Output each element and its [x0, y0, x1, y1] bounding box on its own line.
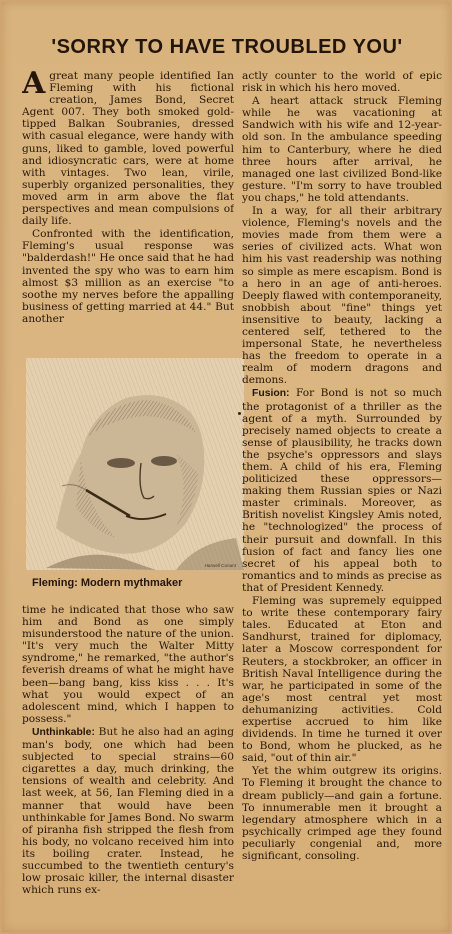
newspaper-page: [2, 2, 450, 932]
paragraph-unthinkable: [22, 726, 234, 896]
subhead-fusion: Fusion:: [252, 388, 290, 400]
paragraph-civilized-acts: In a way, for all their arbitrary violence, Fleming's novels and the movies made from them were a series of civilized acts. What won him his vast readership was nothing so simple as mere escapism. Bond is a hero in an age of anti-heroes. Deeply flawed with contemporaneity, snobbish about "fine" things yet insensitive to beauty, lacking a centered self, tethered to the impersonal State, he nevertheless has the freedom to operate in a realm of modern dragons and demons.: [242, 205, 442, 387]
subhead-unthinkable: Unthinkable:: [32, 726, 95, 738]
column-left-top: [22, 70, 234, 372]
paragraph-epic-risk: actly counter to the world of epic risk in which his hero moved.: [242, 70, 442, 95]
portrait-drawing: [26, 358, 244, 570]
paragraph-confronted: Confronted with the identification, Fleming's usual response was "balderdash!" He once said that he had invented the spy who was to earn him almost $3 million as an exercise "to soothe my nerves before the appalling business of getting married at 44." But another: [22, 228, 234, 325]
paragraph-heart-attack: A heart attack struck Fleming while he was vacationing at Sandwich with his wife and 12-year-old son. In the ambulance speeding him to Canterbury, where he died three hours after arrival, he managed one last civilized Bond-like gesture. "I'm sorry to have troubled you chaps," he told attendants.: [242, 95, 442, 204]
paragraph-mitty: time he indicated that those who saw him and Bond as one simply misunderstood the nature of the union. "It's very much the Walter Mitty syndrome," he remarked, "the author's feverish dreams of what he might have been—bang bang, kiss kiss . . . It's what you would expect of an adolescent mind, which I happen to possess.": [22, 604, 234, 725]
paragraph-fusion-text: For Bond is not so much the protagonist of a thriller as the agent of a myth. Surrounded by precisely named objects to create a sense of plausibility, he tracks down the psyche's oppressors and slays them. A child of his era, Fleming politicized these oppressors—making them Russian spies or Nazi master criminals. Moreover, as British novelist Kingsley Amis noted, he "technologized" the process of their pursuit and downfall. In this fusion of fact and fancy lies one secret of his appeal both to romantics and to minds as precise as that of President Kennedy.: [242, 387, 442, 594]
paragraph-intro-text: great many people identified Ian Fleming with his fictional creation, James Bond, Secret Agent 007. They both smoked gold-tipped Balkan Soubranies, dressed with casual elegance, were handy with guns, liked to gamble, loved powerful and idiosyncratic cars, were at home with vintages. Two lean, virile, superbly organized personalities, they moved arm in arm above the flat perspectives and mean compulsions of daily life.: [22, 70, 234, 228]
column-right: [242, 70, 442, 930]
paragraph-unthinkable-text: But he also had an aging man's body, one which had been subjected to special strains—60 cigarettes a day, much drinking, the tensions of wealth and celebrity. And last week, at 56, Ian Fleming died in a manner that would have been unthinkable for James Bond. No swarm of piranha fish stripped the flesh from his body, no volcano received him into its boiling crater. Instead, he succumbed to the twentieth century's low prosaic killer, the internal disaster which runs ex-: [22, 725, 234, 897]
paragraph-equipped: Fleming was supremely equipped to write these contemporary fairy tales. Educated at Eton and Sandhurst, trained for diplomacy, later a Moscow correspondent for Reuters, a stockbroker, an officer in British Naval Intelligence during the war, he participated in some of the age's most central yet most dehumanizing activities. Cold expertise accrued to him like dividends. In time he turned it over to Bond, whom he plucked, as he said, "out of thin air.": [242, 595, 442, 765]
column-left-bottom: [22, 604, 234, 932]
article-headline: 'SORRY TO HAVE TROUBLED YOU': [51, 36, 403, 58]
paragraph-intro: [22, 70, 234, 227]
fleming-illustration: [26, 358, 244, 570]
illustration-caption: Fleming: Modern mythmaker: [32, 577, 183, 589]
drop-cap: A: [22, 70, 46, 101]
print-dot: [238, 412, 241, 415]
paragraph-fusion: [242, 387, 442, 594]
paragraph-whim: Yet the whim outgrew its origins. To Fleming it brought the chance to dream publicly—and gain a fortune. To innumerable men it brought a legendary atmosphere which in a psychically crimped age they found peculiarly congenial and, more significant, consoling.: [242, 765, 442, 862]
illustration-credit: Harwell Conant: [204, 563, 236, 568]
